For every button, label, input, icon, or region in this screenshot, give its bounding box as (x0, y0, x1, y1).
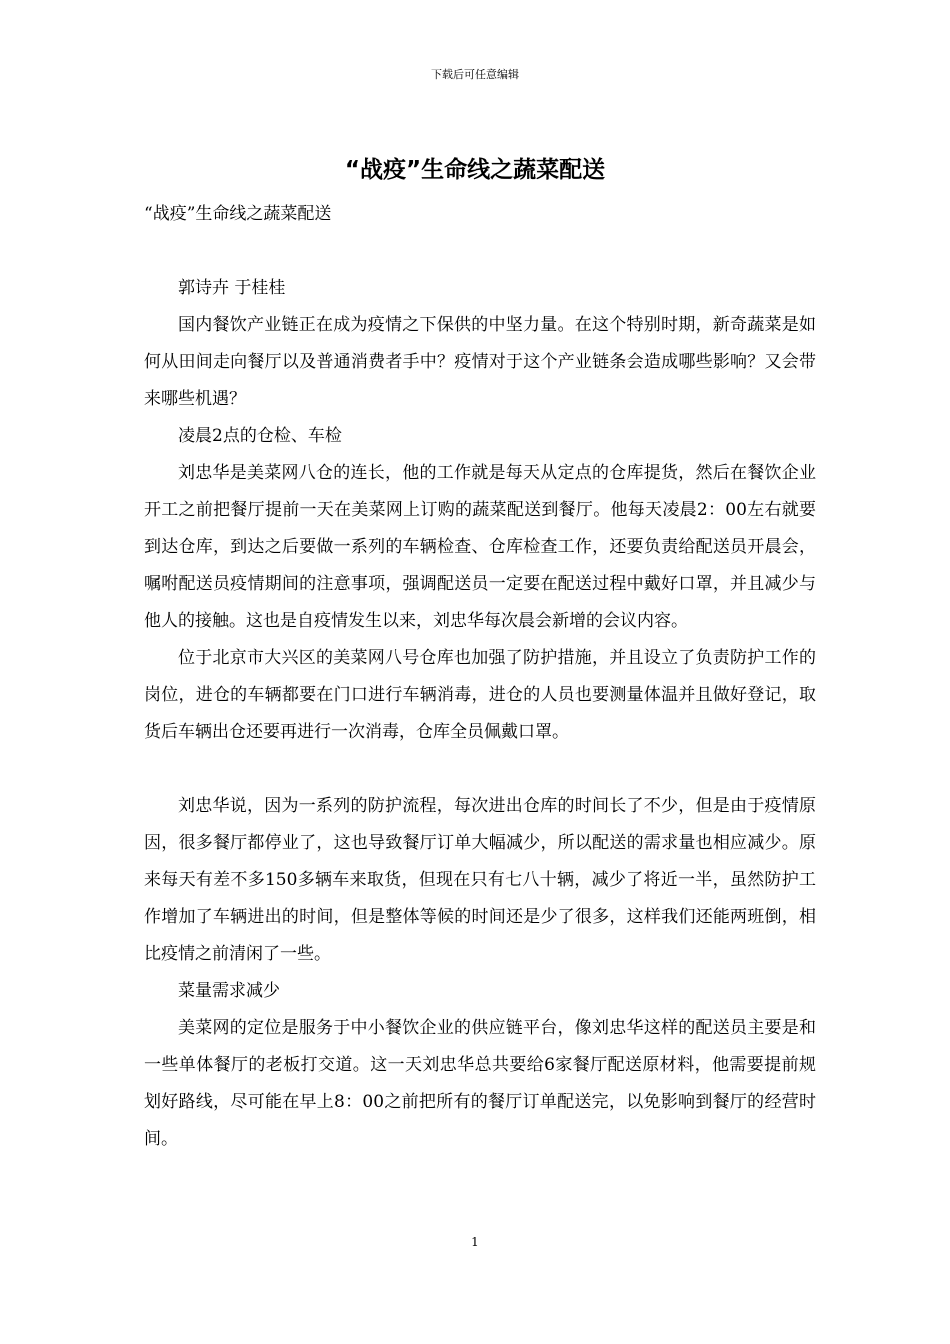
document-body (144, 196, 816, 1158)
paragraph-body: 位于北京市大兴区的美菜网八号仓库也加强了防护措施，并且设立了负责防护工作的岗位，进仓的车辆都要在门口进行车辆消毒，进仓的人员也要测量体温并且做好登记，取货后车辆出仓还要再进行一次消毒，仓库全员佩戴口罩。 (144, 648, 816, 742)
document-title: “战疫”生命线之蔬菜配送 (344, 157, 606, 183)
paragraph-body: 刘忠华是美菜网八仓的连长，他的工作就是每天从定点的仓库提货，然后在餐饮企业开工之前把餐厅提前一天在美菜网上订购的蔬菜配送到餐厅。他每天凌晨2：00左右就要到达仓库，到达之后要做一系列的车辆检查、仓库检查工作，还要负责给配送员开晨会，嘱咐配送员疫情期间的注意事项，强调配送员一定要在配送过程中戴好口罩，并且减少与他人的接触。这也是自疫情发生以来，刘忠华每次晨会新增的会议内容。 (144, 463, 816, 631)
page-number: 1 (471, 1235, 479, 1249)
paragraph-body: 美菜网的定位是服务于中小餐饮企业的供应链平台，像刘忠华这样的配送员主要是和一些单体餐厅的老板打交道。这一天刘忠华总共要给6家餐厅配送原材料，他需要提前规划好路线，尽可能在早上8：00之前把所有的餐厅订单配送完，以免影响到餐厅的经营时间。 (144, 1018, 816, 1149)
document-subtitle: “战疫”生命线之蔬菜配送 (144, 204, 332, 224)
section-heading: 菜量需求减少 (178, 981, 280, 1001)
header-note: 下载后可任意编辑 (431, 68, 519, 81)
section-heading: 凌晨2点的仓检、车检 (178, 426, 342, 446)
blank-line (144, 751, 816, 788)
paragraph-intro: 国内餐饮产业链正在成为疫情之下保供的中坚力量。在这个特别时期，新奇蔬菜是如何从田间走向餐厅以及普通消费者手中？疫情对于这个产业链条会造成哪些影响？又会带来哪些机遇？ (144, 315, 816, 409)
authors-line: 郭诗卉 于桂桂 (178, 278, 286, 298)
paragraph-body: 刘忠华说，因为一系列的防护流程，每次进出仓库的时间长了不少，但是由于疫情原因，很多餐厅都停业了，这也导致餐厅订单大幅减少，所以配送的需求量也相应减少。原来每天有差不多150多辆车来取货，但现在只有七八十辆，减少了将近一半，虽然防护工作增加了车辆进出的时间，但是整体等候的时间还是少了很多，这样我们还能两班倒，相比疫情之前清闲了一些。 (144, 796, 816, 964)
blank-line (144, 233, 816, 270)
